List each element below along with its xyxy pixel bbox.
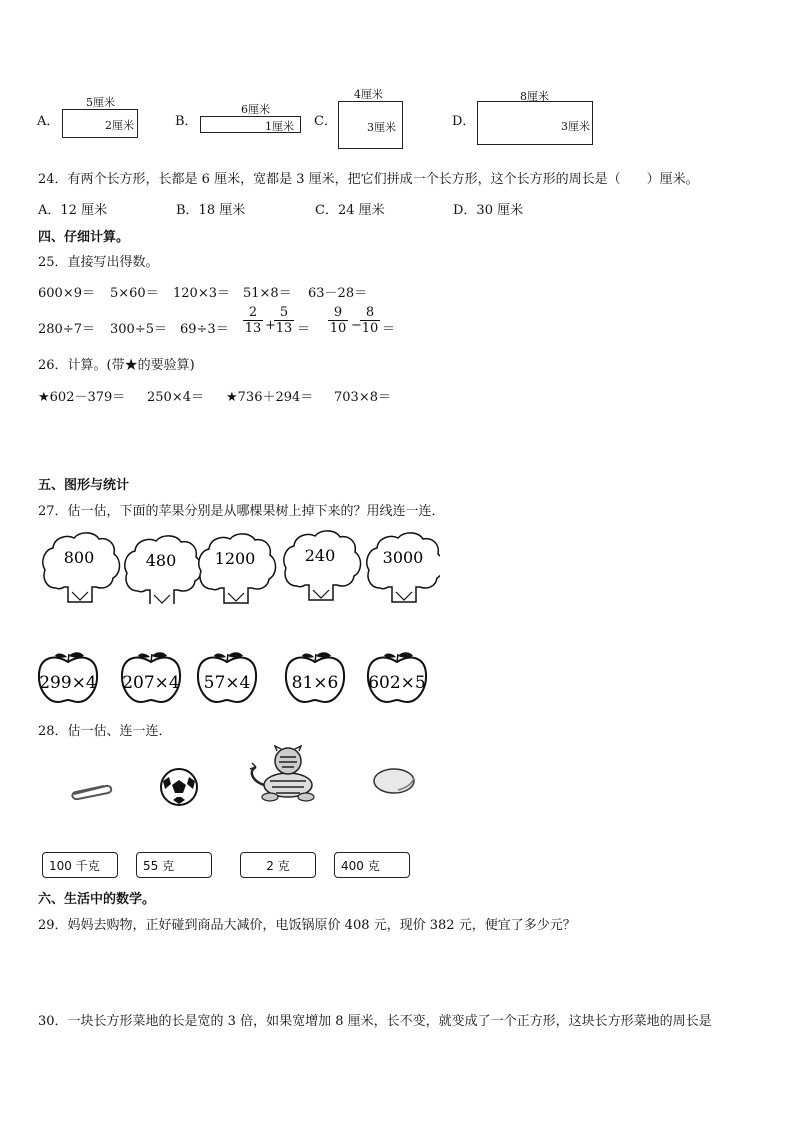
apple-207x4[interactable] bbox=[122, 652, 180, 702]
q25-expr-7: 300÷5＝ bbox=[110, 322, 167, 337]
svg-text:480: 480 bbox=[145, 551, 177, 570]
option-b-length-label: 6厘米 bbox=[241, 103, 270, 116]
svg-text:602×5: 602×5 bbox=[368, 673, 426, 693]
tree-800[interactable] bbox=[43, 533, 120, 602]
tiger-icon[interactable] bbox=[244, 745, 320, 803]
fraction-2-13: 2 13 bbox=[244, 305, 262, 336]
q24-choice-b[interactable]: B．18 厘米 bbox=[176, 203, 246, 218]
option-d-letter[interactable]: D． bbox=[452, 114, 476, 129]
section-5-title: 五、图形与统计 bbox=[38, 478, 130, 493]
q28-stem: 28．估一估、连一连． bbox=[38, 724, 172, 739]
option-d-length-label: 8厘米 bbox=[520, 90, 549, 103]
apples-row bbox=[34, 650, 434, 706]
svg-text:1200: 1200 bbox=[214, 549, 256, 568]
svg-text:299×4: 299×4 bbox=[39, 673, 97, 693]
apple-81x6[interactable] bbox=[286, 652, 344, 702]
weight-400g[interactable]: 400 克 bbox=[334, 852, 410, 878]
option-a-letter[interactable]: A． bbox=[37, 114, 60, 129]
tree-240[interactable] bbox=[284, 531, 361, 600]
soccer-ball-icon[interactable] bbox=[159, 767, 199, 807]
fraction-8-10: 8 10 bbox=[361, 305, 379, 336]
q25-stem: 25．直接写出得数。 bbox=[38, 255, 159, 270]
q25-expr-5: 63－28＝ bbox=[308, 286, 368, 301]
q25-expr-2: 5×60＝ bbox=[110, 286, 159, 301]
option-a-length-label: 5厘米 bbox=[86, 96, 115, 109]
option-b-letter[interactable]: B． bbox=[175, 114, 198, 129]
apple-299x4[interactable] bbox=[39, 652, 97, 702]
q26-expr-4: 703×8＝ bbox=[334, 390, 391, 405]
weight-55g[interactable]: 55 克 bbox=[136, 852, 212, 878]
q24-choice-c[interactable]: C．24 厘米 bbox=[315, 203, 385, 218]
q29-stem: 29．妈妈去购物，正好碰到商品大减价，电饭锅原价 408 元，现价 382 元，便宜了多少元？ bbox=[38, 918, 576, 933]
weight-2g[interactable]: 2 克 bbox=[240, 852, 316, 878]
q24-choice-a[interactable]: A．12 厘米 bbox=[38, 203, 108, 218]
q24-choice-d[interactable]: D．30 厘米 bbox=[453, 203, 524, 218]
q26-expr-1: ★602－379＝ bbox=[38, 390, 126, 405]
tree-3000[interactable] bbox=[367, 533, 440, 602]
fraction-9-10: 9 10 bbox=[329, 305, 347, 336]
option-c-width-label: 3厘米 bbox=[367, 121, 396, 134]
option-d-width-label: 3厘米 bbox=[561, 120, 590, 133]
apple-602x5[interactable] bbox=[368, 652, 426, 702]
apple-57x4[interactable] bbox=[198, 652, 256, 702]
q25-expr-4: 51×8＝ bbox=[243, 286, 292, 301]
q25-expr-1: 600×9＝ bbox=[38, 286, 95, 301]
svg-text:240: 240 bbox=[304, 546, 336, 565]
trees-row bbox=[40, 528, 440, 604]
q27-stem: 27．估一估，下面的苹果分别是从哪棵果树上掉下来的？用线连一连． bbox=[38, 504, 445, 519]
q24-stem: 24．有两个长方形，长都是 6 厘米，宽都是 3 厘米，把它们拼成一个长方形，这个长方形的周长是（ ）厘米。 bbox=[38, 172, 699, 187]
q25-expr-3: 120×3＝ bbox=[173, 286, 230, 301]
option-c-letter[interactable]: C． bbox=[314, 114, 337, 129]
tree-1200[interactable] bbox=[199, 534, 276, 603]
q26-expr-2: 250×4＝ bbox=[147, 390, 204, 405]
weight-100kg[interactable]: 100 千克 bbox=[42, 852, 118, 878]
svg-text:207×4: 207×4 bbox=[122, 673, 180, 693]
option-b-width-label: 1厘米 bbox=[265, 120, 294, 133]
option-a-width-label: 2厘米 bbox=[105, 119, 134, 132]
q25-expr-6: 280÷7＝ bbox=[38, 322, 95, 337]
section-6-title: 六、生活中的数学。 bbox=[38, 892, 156, 907]
fraction-5-13: 5 13 bbox=[275, 305, 293, 336]
q30-stem: 30．一块长方形菜地的长是宽的 3 倍，如果宽增加 8 厘米，长不变，就变成了一个正方形，这块长方形菜地的周长是 bbox=[38, 1014, 712, 1029]
equals-sign-2: ＝ bbox=[382, 322, 396, 337]
svg-text:3000: 3000 bbox=[382, 548, 424, 567]
svg-text:57×4: 57×4 bbox=[203, 673, 251, 693]
paperclip-icon[interactable] bbox=[68, 780, 114, 800]
svg-text:81×6: 81×6 bbox=[291, 673, 339, 693]
svg-text:800: 800 bbox=[63, 548, 95, 567]
q25-expr-8: 69÷3＝ bbox=[180, 322, 229, 337]
minus-sign: − bbox=[351, 318, 362, 333]
option-c-length-label: 4厘米 bbox=[354, 88, 383, 101]
tree-480[interactable] bbox=[125, 536, 202, 604]
egg-icon[interactable] bbox=[372, 766, 418, 796]
q26-expr-3: ★736＋294＝ bbox=[226, 390, 314, 405]
section-4-title: 四、仔细计算。 bbox=[38, 230, 130, 245]
q26-stem: 26．计算。(带★的要验算) bbox=[38, 358, 195, 373]
equals-sign-1: ＝ bbox=[297, 322, 311, 337]
plus-sign: + bbox=[265, 318, 276, 333]
